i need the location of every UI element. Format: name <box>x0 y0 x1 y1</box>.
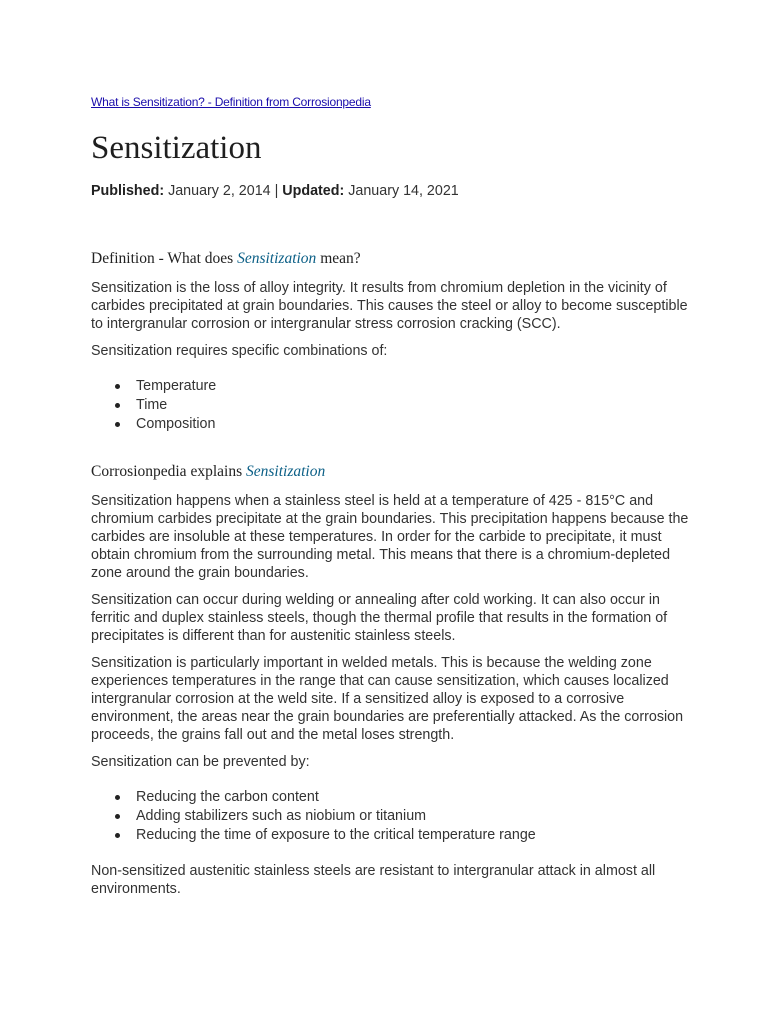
list-item: Adding stabilizers such as niobium or titanium <box>136 807 691 826</box>
definition-paragraph: Sensitization is the loss of alloy integrity. It results from chromium depletion in the vicinity of carbides precipitated at grain boundaries. This causes the steel or alloy to become susceptible to intergranular corrosion or intergranular stress corrosion cracking (SCC). <box>91 280 688 332</box>
explains-heading-term: Sensitization <box>245 463 326 480</box>
article-meta <box>91 182 691 200</box>
updated-date: January 14, 2021 <box>348 183 459 199</box>
definition-heading-term: Sensitization <box>237 250 317 267</box>
definition-heading-prefix: Definition - What does <box>91 250 238 267</box>
prevention-list <box>91 788 691 845</box>
explains-closing-paragraph: Non-sensitized austenitic stainless steels are resistant to intergranular attack in almost all environments. <box>91 863 656 897</box>
updated-label: Updated: <box>282 183 345 199</box>
source-link[interactable]: What is Sensitization? - Definition from Corrosionpedia <box>91 95 371 109</box>
requirements-list <box>91 377 691 434</box>
explains-paragraph: Sensitization is particularly important in welded metals. This is because the welding zone experiences temperatures in the range that can cause sensitization, which causes localized intergranular corrosion at the weld site. If a sensitized alloy is exposed to a corrosive environment, the areas near the grain boundaries are preferentially attacked. As the corrosion proceeds, the grains fall out and the metal loses strength. <box>91 655 684 743</box>
list-item: Time <box>136 396 691 415</box>
definition-heading-suffix: mean? <box>316 250 361 267</box>
list-item: Reducing the time of exposure to the critical temperature range <box>136 826 691 845</box>
explains-heading-prefix: Corrosionpedia explains <box>91 463 246 480</box>
explains-paragraph: Sensitization happens when a stainless steel is held at a temperature of 425 - 815°C and chromium carbides precipitate at the grain boundaries. This precipitation happens because the carbides are insoluble at these temperatures. In order for the carbide to precipitate, it must obtain chromium from the surrounding metal. This means that there is a chromium-depleted zone around the grain boundaries. <box>91 493 689 581</box>
prevention-intro: Sensitization can be prevented by: <box>91 754 310 770</box>
definition-requirements-intro: Sensitization requires specific combinations of: <box>91 343 388 359</box>
page-title: Sensitization <box>91 130 262 166</box>
explains-heading <box>91 462 691 482</box>
meta-separator: | <box>274 183 279 199</box>
published-label: Published: <box>91 183 165 199</box>
published-date: January 2, 2014 <box>168 183 271 199</box>
list-item: Temperature <box>136 377 691 396</box>
definition-heading <box>91 249 691 269</box>
list-item: Composition <box>136 415 691 434</box>
list-item: Reducing the carbon content <box>136 788 691 807</box>
article <box>91 94 691 898</box>
explains-paragraph: Sensitization can occur during welding or annealing after cold working. It can also occur in ferritic and duplex stainless steels, though the thermal profile that results in the formation of precipitates is different than for austenitic stainless steels. <box>91 592 668 644</box>
